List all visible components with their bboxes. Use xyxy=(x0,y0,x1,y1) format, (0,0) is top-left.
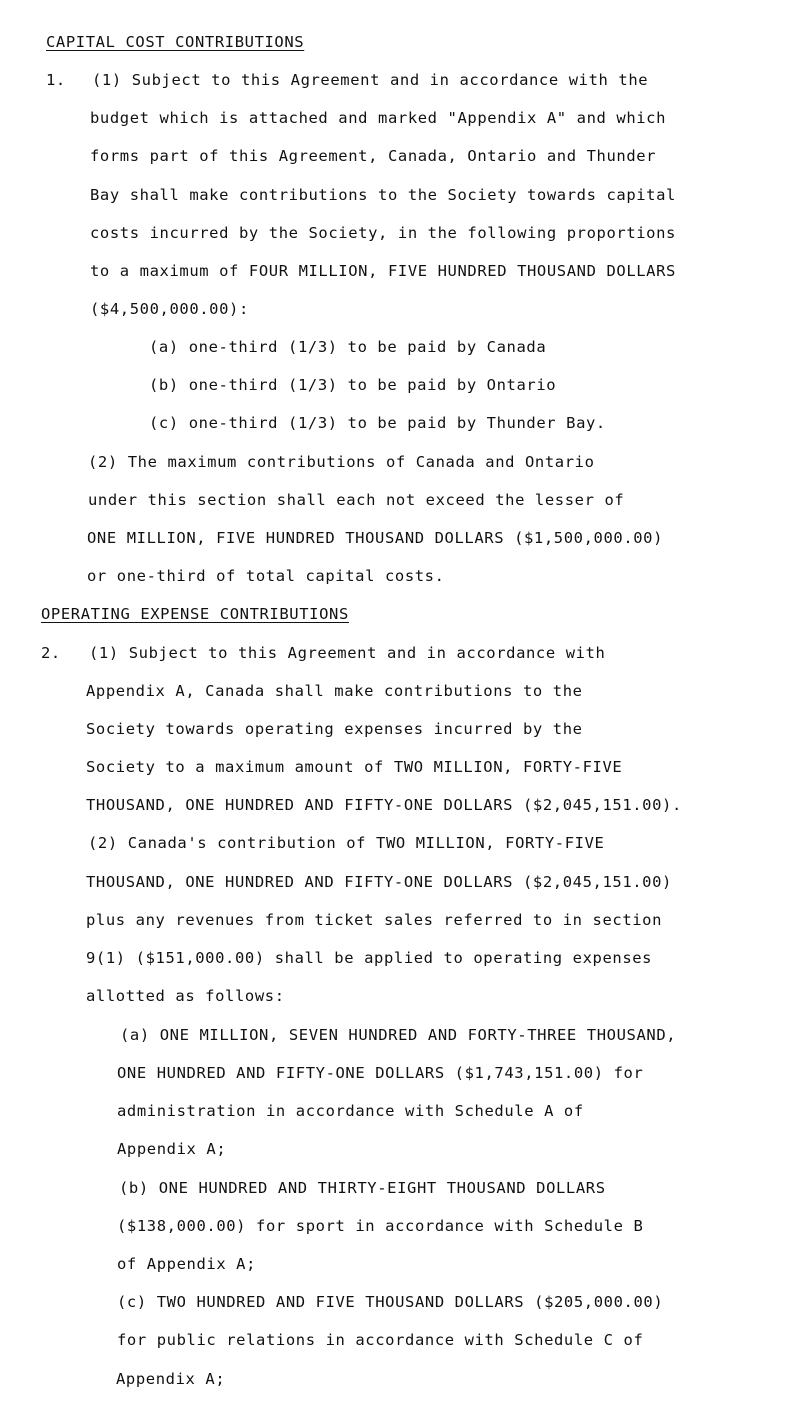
text-line: Appendix A; xyxy=(116,1370,226,1388)
text-line: for public relations in accordance with Schedule C of xyxy=(117,1331,644,1349)
text-line: administration in accordance with Schedule A of xyxy=(117,1102,584,1120)
text-line: Society to a maximum amount of TWO MILLION, FORTY-FIVE xyxy=(86,758,623,776)
text-line: THOUSAND, ONE HUNDRED AND FIFTY-ONE DOLLARS ($2,045,151.00) xyxy=(86,873,672,891)
text-line: ONE HUNDRED AND FIFTY-ONE DOLLARS ($1,743,151.00) for xyxy=(117,1064,644,1082)
text-line: of Appendix A; xyxy=(117,1255,257,1273)
text-line: Appendix A; xyxy=(117,1140,227,1158)
text-line: (2) Canada's contribution of TWO MILLION, FORTY-FIVE xyxy=(88,834,605,852)
text-line: Appendix A, Canada shall make contributions to the xyxy=(86,682,583,700)
text-line: or one-third of total capital costs. xyxy=(87,567,445,585)
section-heading-capital: CAPITAL COST CONTRIBUTIONS xyxy=(46,33,305,51)
text-line: to a maximum of FOUR MILLION, FIVE HUNDRED THOUSAND DOLLARS xyxy=(90,262,676,280)
list-item: (a) ONE MILLION, SEVEN HUNDRED AND FORTY-THREE THOUSAND, xyxy=(120,1026,677,1044)
text-line: (1) Subject to this Agreement and in accordance with xyxy=(89,644,606,662)
section-heading-operating: OPERATING EXPENSE CONTRIBUTIONS xyxy=(41,605,349,623)
text-line: costs incurred by the Society, in the following proportions xyxy=(90,224,676,242)
list-item: (b) one-third (1/3) to be paid by Ontario xyxy=(149,376,557,394)
text-line: (2) The maximum contributions of Canada and Ontario xyxy=(88,453,595,471)
list-item: (c) one-third (1/3) to be paid by Thunder Bay. xyxy=(149,414,606,432)
text-line: ONE MILLION, FIVE HUNDRED THOUSAND DOLLARS ($1,500,000.00) xyxy=(87,529,664,547)
text-line: ($138,000.00) for sport in accordance with Schedule B xyxy=(117,1217,644,1235)
text-line: allotted as follows: xyxy=(86,987,285,1005)
text-line: plus any revenues from ticket sales referred to in section xyxy=(86,911,663,929)
text-line: Bay shall make contributions to the Society towards capital xyxy=(90,186,676,204)
text-line: 9(1) ($151,000.00) shall be applied to operating expenses xyxy=(86,949,653,967)
clause-number-2: 2. xyxy=(41,644,61,662)
list-item: (c) TWO HUNDRED AND FIVE THOUSAND DOLLARS ($205,000.00) xyxy=(117,1293,664,1311)
list-item: (a) one-third (1/3) to be paid by Canada xyxy=(149,338,547,356)
text-line: THOUSAND, ONE HUNDRED AND FIFTY-ONE DOLLARS ($2,045,151.00). xyxy=(86,796,682,814)
clause-number-1: 1. xyxy=(46,71,66,89)
text-line: forms part of this Agreement, Canada, Ontario and Thunder xyxy=(90,147,657,165)
text-line: budget which is attached and marked "Appendix A" and which xyxy=(90,109,667,127)
text-line: Society towards operating expenses incurred by the xyxy=(86,720,583,738)
list-item: (b) ONE HUNDRED AND THIRTY-EIGHT THOUSAND DOLLARS xyxy=(119,1179,606,1197)
text-line: under this section shall each not exceed the lesser of xyxy=(88,491,625,509)
text-line: ($4,500,000.00): xyxy=(90,300,249,318)
text-line: (1) Subject to this Agreement and in accordance with the xyxy=(92,71,649,89)
